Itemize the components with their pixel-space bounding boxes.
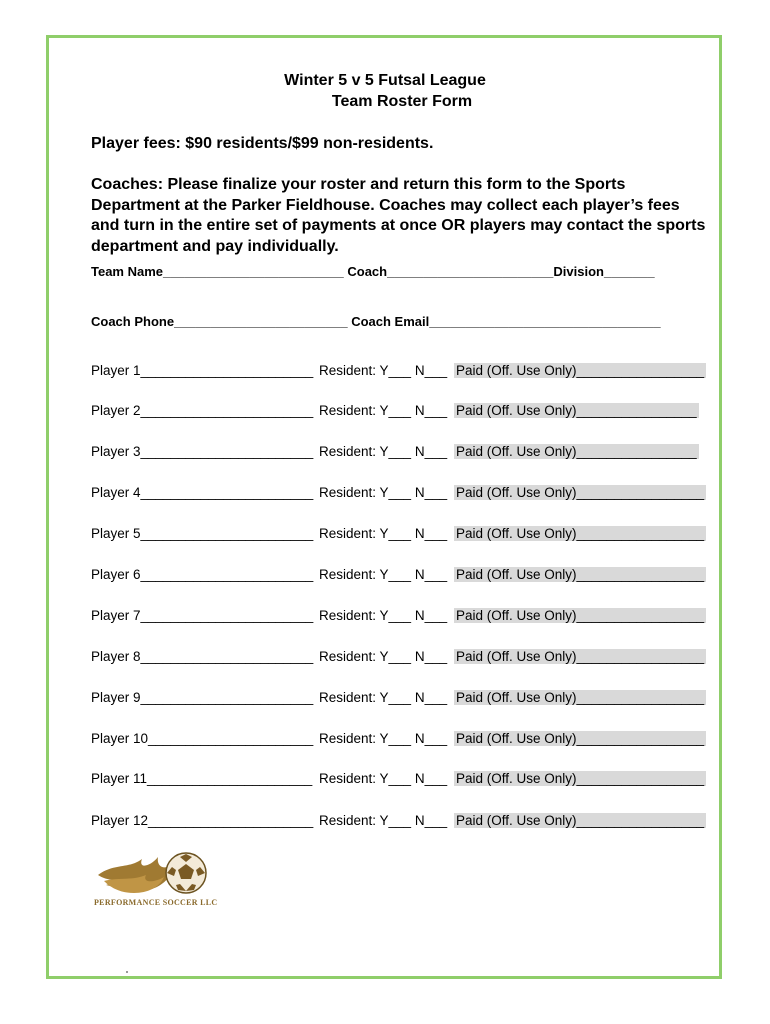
resident-field[interactable]: Resident: Y___ N___ xyxy=(319,649,448,664)
paid-office-use-field xyxy=(454,771,706,786)
player-name-field[interactable]: Player 3_______________________ xyxy=(91,444,314,459)
paid-label: Paid (Off. Use Only) xyxy=(456,444,577,459)
resident-field[interactable]: Resident: Y___ N___ xyxy=(319,363,448,378)
player-row[interactable] xyxy=(91,690,706,710)
player-row[interactable] xyxy=(91,649,706,669)
paid-line: _________________ xyxy=(576,731,705,746)
player-row[interactable] xyxy=(91,363,706,383)
resident-field[interactable]: Resident: Y___ N___ xyxy=(319,771,448,786)
resident-field[interactable]: Resident: Y___ N___ xyxy=(319,690,448,705)
paid-label: Paid (Off. Use Only) xyxy=(456,771,577,786)
paid-line: ________________ xyxy=(576,444,697,459)
resident-field[interactable]: Resident: Y___ N___ xyxy=(319,813,448,828)
player-name-field[interactable]: Player 4_______________________ xyxy=(91,485,314,500)
paid-line: _________________ xyxy=(576,813,705,828)
paid-line: _________________ xyxy=(576,771,705,786)
flame-icon xyxy=(98,857,174,893)
paid-office-use-field xyxy=(454,403,699,418)
paid-office-use-field xyxy=(454,608,706,623)
player-name-field[interactable]: Player 10______________________ xyxy=(91,731,314,746)
player-name-field[interactable]: Player 9_______________________ xyxy=(91,690,314,705)
paid-office-use-field xyxy=(454,731,706,746)
paid-label: Paid (Off. Use Only) xyxy=(456,649,577,664)
resident-field[interactable]: Resident: Y___ N___ xyxy=(319,444,448,459)
player-row[interactable] xyxy=(91,608,706,628)
player-name-field[interactable]: Player 6_______________________ xyxy=(91,567,314,582)
player-name-field[interactable]: Player 5_______________________ xyxy=(91,526,314,541)
player-row[interactable] xyxy=(91,813,706,833)
paid-label: Paid (Off. Use Only) xyxy=(456,813,577,828)
coach-phone-email-row[interactable]: Coach Phone________________________ Coach Email________________________________ xyxy=(91,314,661,329)
player-name-field[interactable]: Player 1_______________________ xyxy=(91,363,314,378)
resident-field[interactable]: Resident: Y___ N___ xyxy=(319,485,448,500)
resident-field[interactable]: Resident: Y___ N___ xyxy=(319,608,448,623)
paid-line: _________________ xyxy=(576,649,705,664)
paid-office-use-field xyxy=(454,690,706,705)
paid-office-use-field xyxy=(454,485,706,500)
resident-field[interactable]: Resident: Y___ N___ xyxy=(319,403,448,418)
paid-line: ________________ xyxy=(576,403,697,418)
paid-line: _________________ xyxy=(576,567,705,582)
player-row[interactable] xyxy=(91,403,699,423)
paid-line: _________________ xyxy=(576,485,705,500)
stray-mark xyxy=(126,971,128,973)
paid-label: Paid (Off. Use Only) xyxy=(456,485,577,500)
team-name-coach-division-row[interactable]: Team Name_________________________ Coach_______________________Division_______ xyxy=(91,264,655,279)
paid-label: Paid (Off. Use Only) xyxy=(456,608,577,623)
paid-office-use-field xyxy=(454,649,706,664)
player-name-field[interactable]: Player 7_______________________ xyxy=(91,608,314,623)
form-subtitle: Team Roster Form xyxy=(331,93,473,110)
player-name-field[interactable]: Player 11______________________ xyxy=(91,771,313,786)
resident-field[interactable]: Resident: Y___ N___ xyxy=(319,567,448,582)
coaches-instructions: Coaches: Please finalize your roster and return this form to the Sports Department at the Parker Fieldhouse. Coaches may collect each player’s fees and turn in the entire set of payments at once OR players may contact the sports department and pay individually. xyxy=(91,176,706,255)
paid-line: _________________ xyxy=(576,690,705,705)
paid-office-use-field xyxy=(454,567,706,582)
paid-label: Paid (Off. Use Only) xyxy=(456,731,577,746)
player-name-field[interactable]: Player 12______________________ xyxy=(91,813,314,828)
form-title: Winter 5 v 5 Futsal League xyxy=(284,72,486,89)
paid-office-use-field xyxy=(454,363,706,378)
paid-label: Paid (Off. Use Only) xyxy=(456,690,577,705)
player-row[interactable] xyxy=(91,526,706,546)
resident-field[interactable]: Resident: Y___ N___ xyxy=(319,526,448,541)
paid-label: Paid (Off. Use Only) xyxy=(456,403,577,418)
paid-line: _________________ xyxy=(576,363,705,378)
player-row[interactable] xyxy=(91,444,699,464)
player-fees-text: Player fees: $90 residents/$99 non-residents. xyxy=(91,135,434,152)
player-row[interactable] xyxy=(91,731,706,751)
paid-label: Paid (Off. Use Only) xyxy=(456,363,577,378)
paid-label: Paid (Off. Use Only) xyxy=(456,567,577,582)
player-row[interactable] xyxy=(91,771,706,791)
player-name-field[interactable]: Player 8_______________________ xyxy=(91,649,314,664)
soccer-ball-icon xyxy=(166,853,206,893)
player-row[interactable] xyxy=(91,485,706,505)
player-name-field[interactable]: Player 2_______________________ xyxy=(91,403,314,418)
paid-office-use-field xyxy=(454,526,706,541)
paid-line: _________________ xyxy=(576,608,705,623)
paid-line: _________________ xyxy=(576,526,705,541)
player-row[interactable] xyxy=(91,567,706,587)
paid-label: Paid (Off. Use Only) xyxy=(456,526,577,541)
paid-office-use-field xyxy=(454,813,706,828)
paid-office-use-field xyxy=(454,444,699,459)
logo-text: PERFORMANCE SOCCER LLC xyxy=(94,898,218,907)
resident-field[interactable]: Resident: Y___ N___ xyxy=(319,731,448,746)
